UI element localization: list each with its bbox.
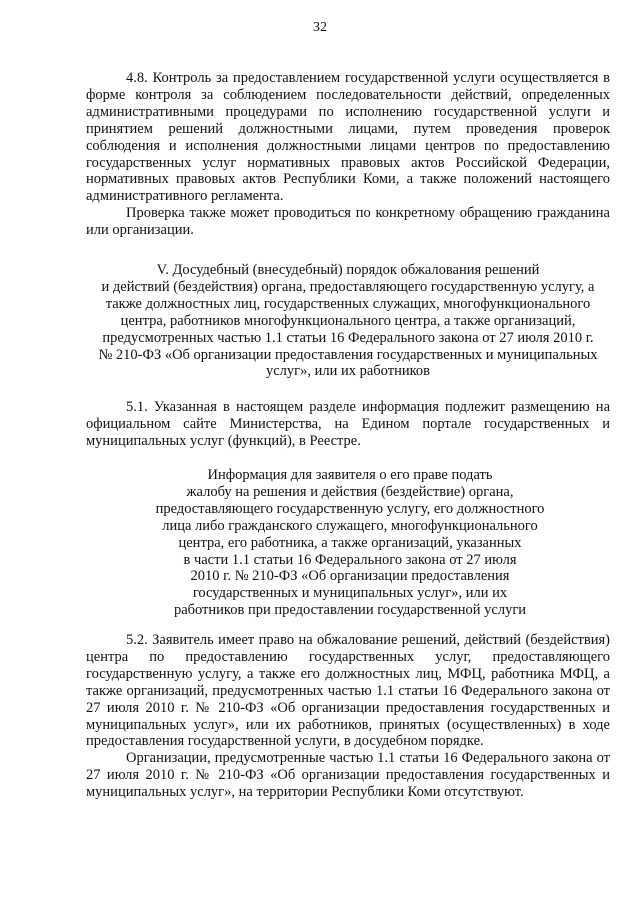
info-heading-line: работников при предоставлении государственной услуги bbox=[173, 602, 527, 619]
section-5-2 bbox=[86, 632, 610, 801]
info-heading-line: 2010 г. № 210-ФЗ «Об организации предоставления bbox=[190, 568, 510, 585]
info-heading-line: Информация для заявителя о его праве подать bbox=[207, 467, 493, 483]
section-v-heading bbox=[76, 262, 620, 380]
section-5-1-paragraph: 5.1. Указанная в настоящем разделе информация подлежит размещению на официальном сайте Министерства, на Едином портале государственных и муниципальных услуг (функций), в Реестре. bbox=[86, 399, 610, 449]
page-number: 32 bbox=[313, 20, 327, 35]
section-v-heading-line: также должностных лиц, государственных служащих, многофункционального bbox=[105, 295, 591, 312]
section-v-heading-line: предусмотренных частью 1.1 статьи 16 Федерального закона от 27 июля 2010 г. bbox=[102, 329, 594, 346]
section-v-heading-line: и действий (бездействия) органа, предоставляющего государственную услугу, а bbox=[101, 278, 595, 295]
section-4-8-paragraph-2: Проверка также может проводиться по конкретному обращению гражданина или организации. bbox=[86, 205, 610, 239]
info-heading-line: в части 1.1 статьи 16 Федерального закона от 27 июля bbox=[183, 551, 517, 568]
section-5-2-paragraph-1: 5.2. Заявитель имеет право на обжалование решений, действий (бездействия) центра по предоставлению государственных услуг, предоставляющего государственную услугу, а также его должностных лиц, МФЦ, работника МФЦ, а также организаций, предусмотренных частью 1.1 статьи 16 Федерального закона от 27 июля 2010 г. № 210-ФЗ «Об организации предоставления государственных и муниципальных услуг», или их работников, принятых (осуществленных) в ходе предоставления государственной услуги, в досудебном порядке. bbox=[86, 632, 610, 750]
section-v-heading-line: центра, работников многофункционального центра, а также организаций, bbox=[120, 312, 576, 329]
info-heading-line: центра, его работника, а также организаций, указанных bbox=[178, 534, 522, 551]
info-heading-line: предоставляющего государственную услугу, его должностного bbox=[155, 500, 545, 517]
section-5-1 bbox=[86, 399, 610, 450]
section-v-heading-line: № 210-ФЗ «Об организации предоставления государственных и муниципальных bbox=[98, 346, 598, 363]
section-5-2-paragraph-2: Организации, предусмотренные частью 1.1 статьи 16 Федерального закона от 27 июля 2010 г. № 210-ФЗ «Об организации предоставления государственных и муниципальных услуг», на территории Республики Коми отсутствуют. bbox=[86, 750, 610, 801]
info-heading-line: государственных и муниципальных услуг», или их bbox=[192, 585, 508, 602]
info-heading bbox=[120, 467, 580, 619]
info-heading-line: лица либо гражданского служащего, многофункционального bbox=[162, 517, 538, 534]
section-v-heading-line: услуг», или их работников bbox=[265, 363, 431, 380]
section-4-8 bbox=[86, 70, 610, 239]
section-4-8-paragraph-1: 4.8. Контроль за предоставлением государственной услуги осуществляется в форме контроля за соблюдением последовательности действий, определенных административными процедурами по исполнению государственной услуги и принятием решений должностными лицами, путем проведения проверок соблюдения и исполнения должностными лицами центров по предоставлению государственных услуг нормативных правовых актов Российской Федерации, нормативных правовых актов Республики Коми, а также положений настоящего административного регламента. bbox=[86, 70, 610, 205]
section-v-heading-line: V. Досудебный (внесудебный) порядок обжалования решений bbox=[156, 262, 540, 278]
info-heading-line: жалобу на решения и действия (бездействие) органа, bbox=[186, 483, 514, 500]
